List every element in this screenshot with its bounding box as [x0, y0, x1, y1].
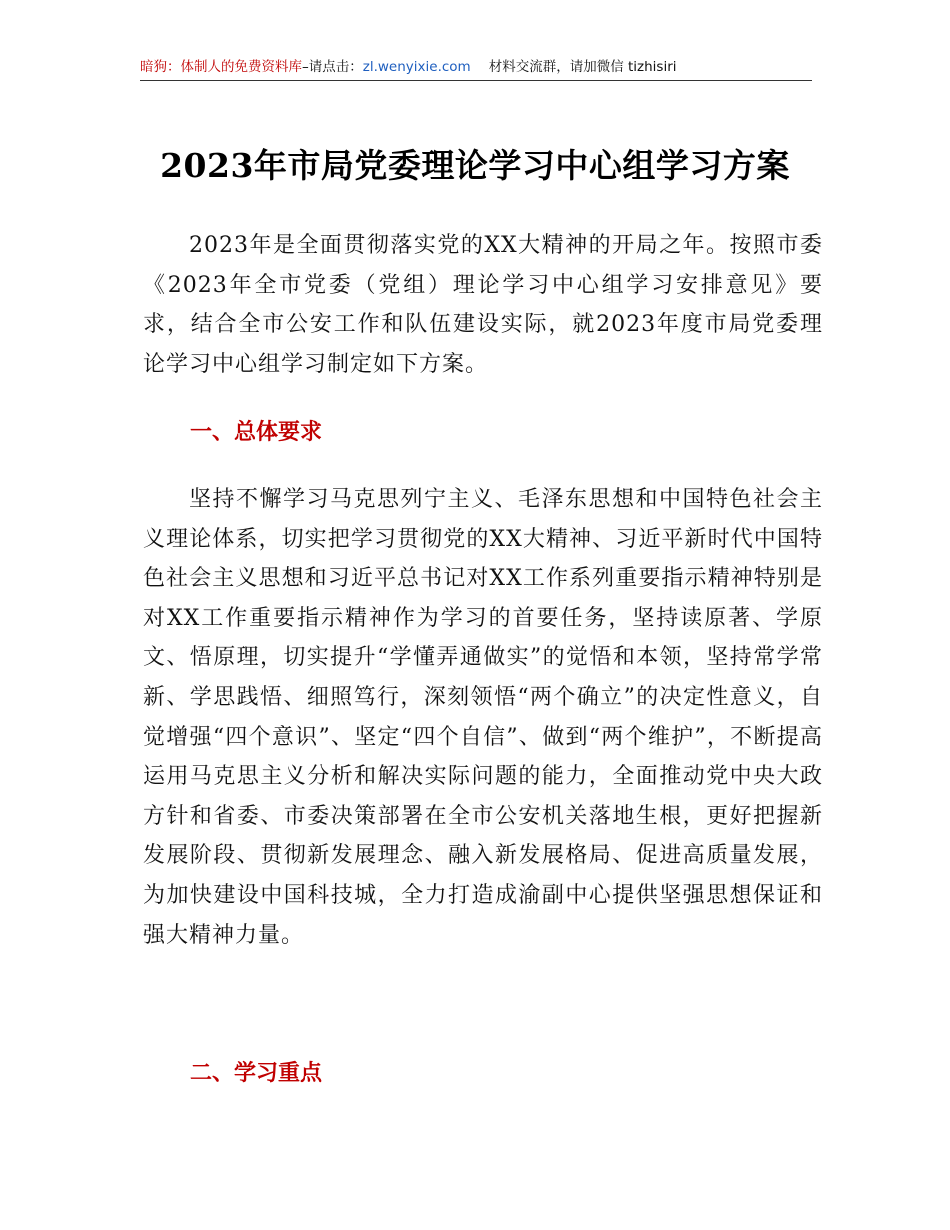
page-header — [140, 56, 812, 81]
header-url-link[interactable]: zl.wenyixie.com — [362, 59, 471, 75]
header-prompt: –请点击： — [302, 59, 363, 75]
document-title: 2023年市局党委理论学习中心组学习方案 — [160, 146, 790, 185]
header-group-text: 材料交流群，请加微信 tizhisiri — [488, 59, 677, 75]
intro-paragraph: 2023年是全面贯彻落实党的XX大精神的开局之年。按照市委《2023年全市党委（党组）理论学习中心组学习安排意见》要求，结合全市公安工作和队伍建设实际，就2023年度市局党委理论学习中心组学习制定如下方案。 — [143, 233, 823, 377]
section-heading-study-focus: 二、学习重点 — [190, 1061, 323, 1086]
section-paragraph-overall-requirements: 坚持不懈学习马克思列宁主义、毛泽东思想和中国特色社会主义理论体系，切实把学习贯彻党的XX大精神、习近平新时代中国特色社会主义思想和习近平总书记对XX工作系列重要指示精神特别是对XX工作重要指示精神作为学习的首要任务，坚持读原著、学原文、悟原理，切实提升“学懂弄通做实”的觉悟和本领，坚持常学常新、学思践悟、细照笃行，深刻领悟“两个确立”的决定性意义，自觉增强“四个意识”、坚定“四个自信”、做到“两个维护”，不断提高运用马克思主义分析和解决实际问题的能力，全面推动党中央大政方针和省委、市委决策部署在全市公安机关落地生根，更好把握新发展阶段、贯彻新发展理念、融入新发展格局、促进高质量发展，为加快建设中国科技城，全力打造成渝副中心提供坚强思想保证和强大精神力量。 — [143, 487, 824, 948]
section-heading-overall-requirements: 一、总体要求 — [190, 420, 323, 445]
header-site-name: 暗狗：体制人的免费资料库 — [140, 59, 302, 75]
